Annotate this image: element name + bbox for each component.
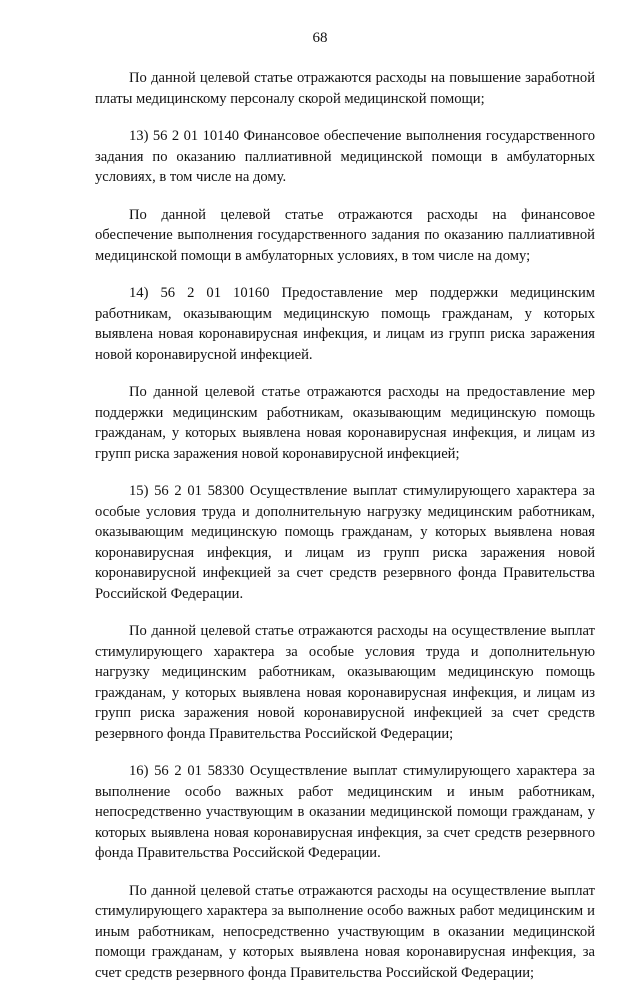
paragraph-14-heading: 14) 56 2 01 10160 Предоставление мер поддержки медицинским работникам, оказывающим медицинскую помощь гражданам, у которых выявлена новая коронавирусная инфекция, и лицам из групп риска заражения новой коронавирусной инфекцией. [95, 285, 595, 363]
paragraph-1-description: По данной целевой статье отражаются расходы на повышение заработной платы медицинскому персоналу скорой медицинской помощи; [95, 70, 595, 107]
paragraph-14-description: По данной целевой статье отражаются расходы на предоставление мер поддержки медицинским работникам, оказывающим медицинскую помощь гражданам, у которых выявлена новая коронавирусная инфекция, и лицам из групп риска заражения новой коронавирусной инфекцией; [95, 384, 595, 462]
paragraph-13-heading: 13) 56 2 01 10140 Финансовое обеспечение выполнения государственного задания по оказанию паллиативной медицинской помощи в амбулаторных условиях, в том числе на дому. [95, 128, 595, 185]
paragraph-13-description: По данной целевой статье отражаются расходы на финансовое обеспечение выполнения государственного задания по оказанию паллиативной медицинской помощи в амбулаторных условиях, в том числе на дому; [95, 206, 595, 264]
document-body [95, 68, 595, 1000]
page-number: 68 [312, 30, 328, 46]
paragraph-16-heading: 16) 56 2 01 58330 Осуществление выплат стимулирующего характера за выполнение особо важных работ медицинским и иным работникам, непосредственно участвующим в оказании медицинской помощи гражданам, у которых выявлена новая коронавирусная инфекция, за счет средств резервного фонда Правительства Российской Федерации. [95, 763, 595, 861]
paragraph-15-heading: 15) 56 2 01 58300 Осуществление выплат стимулирующего характера за особые условия труда и дополнительную нагрузку медицинским работникам, оказывающим медицинскую помощь гражданам, у которых выявлена новая коронавирусная инфекция, и лицам из групп риска заражения новой коронавирусной инфекцией за счет средств резервного фонда Правительства Российской Федерации. [95, 483, 595, 602]
paragraph-15-description: По данной целевой статье отражаются расходы на осуществление выплат стимулирующего характера за особые условия труда и дополнительную нагрузку медицинским работникам, оказывающим медицинскую помощь гражданам, у которых выявлена новая коронавирусная инфекция, и лицам из групп риска заражения новой коронавирусной инфекцией за счет средств резервного фонда Правительства Российской Федерации; [95, 623, 595, 742]
paragraph-16-description: По данной целевой статье отражаются расходы на осуществление выплат стимулирующего характера за выполнение особо важных работ медицинским и иным работникам, непосредственно участвующим в оказании медицинской помощи гражданам, у которых выявлена новая коронавирусная инфекция, за счет средств резервного фонда Правительства Российской Федерации; [95, 882, 595, 981]
